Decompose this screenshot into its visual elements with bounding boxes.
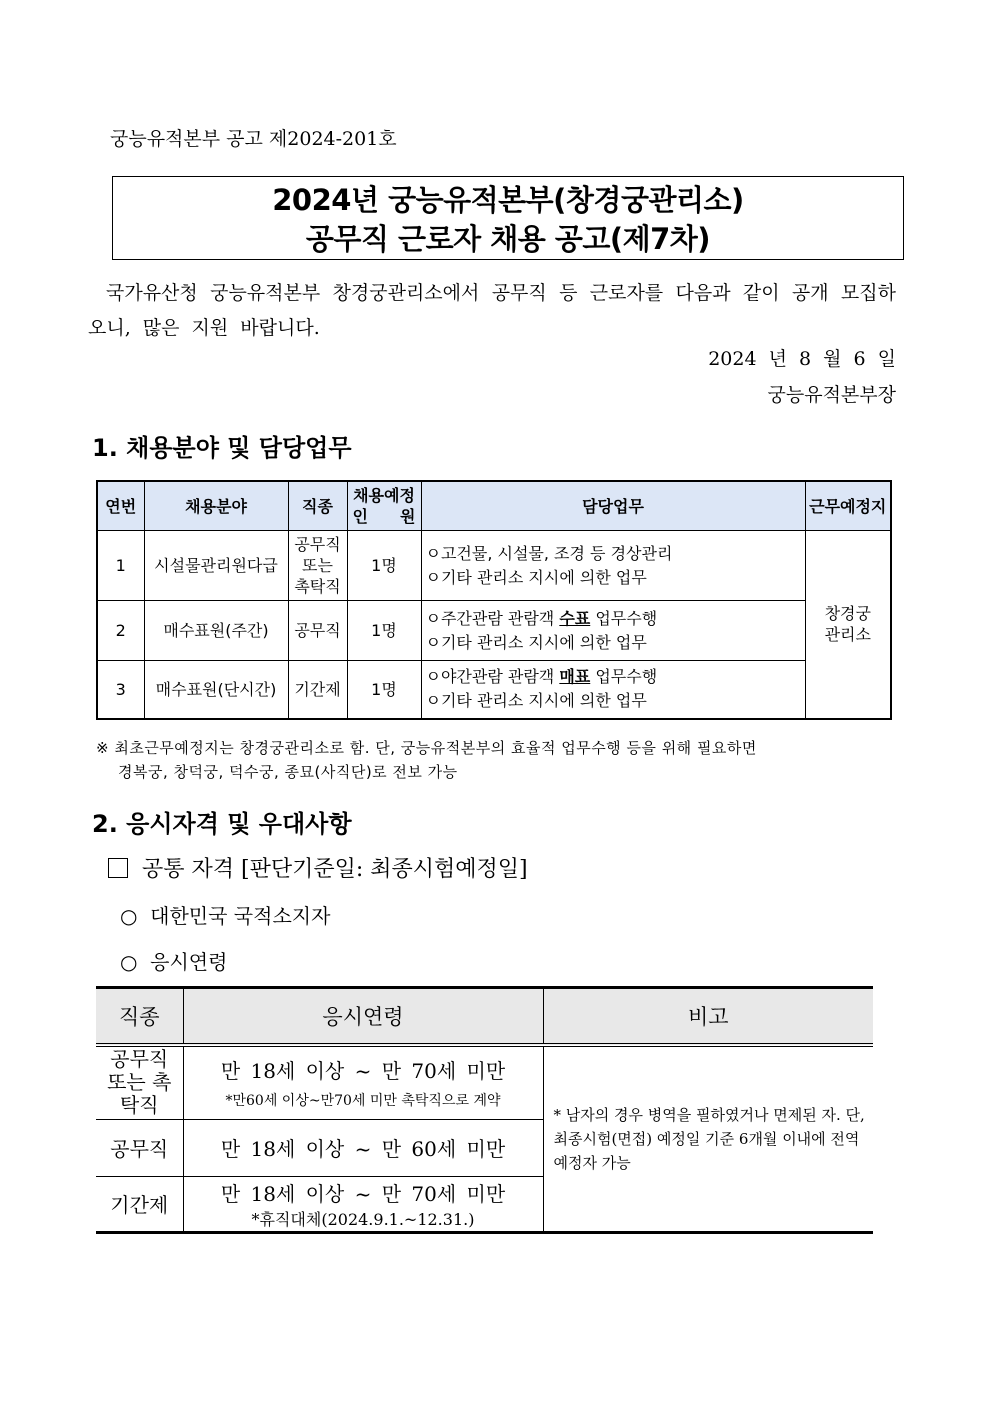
row-remark: * 남자의 경우 병역을 필하였거나 면제된 자. 단, 최종시험(면접) 예정일 기준 6개월 이내에 전역 예정자 가능 bbox=[543, 1045, 873, 1232]
age-table bbox=[96, 986, 873, 1234]
header-type: 직종 bbox=[96, 988, 183, 1046]
row-duty bbox=[421, 601, 805, 661]
section-2-heading: 2. 응시자격 및 우대사항 bbox=[92, 810, 352, 838]
notice-number: 궁능유적본부 공고 제2024-201호 bbox=[110, 128, 397, 150]
duty-text: ㅇ주간관람 관람객 bbox=[425, 608, 560, 628]
header-location: 근무예정지 bbox=[805, 481, 891, 531]
note-line: 경복궁, 창덕궁, 덕수궁, 종묘(사직단)로 전보 가능 bbox=[118, 763, 458, 781]
duty-line: ㅇ고건물, 시설물, 조경 등 경상관리 bbox=[425, 543, 673, 563]
header-field: 채용분야 bbox=[144, 481, 288, 531]
row-age bbox=[183, 1176, 543, 1232]
common-qualification bbox=[108, 852, 528, 883]
table-row bbox=[96, 1045, 873, 1119]
row-field: 매수표원(단시간) bbox=[144, 661, 288, 719]
row-type: 공무직 bbox=[288, 601, 347, 661]
duty-line bbox=[426, 665, 803, 689]
qualification-item: ○ 응시연령 bbox=[120, 950, 228, 974]
row-age bbox=[183, 1045, 543, 1119]
age-range: 만 18세 이상 ~ 만 70세 미만 bbox=[220, 1181, 506, 1206]
duty-text: 업무수행 bbox=[590, 667, 658, 687]
row-count: 1명 bbox=[347, 601, 421, 661]
row-type: 공무직 또는 촉탁직 bbox=[288, 531, 347, 601]
row-duty bbox=[421, 531, 805, 601]
header-no: 연번 bbox=[97, 481, 144, 531]
duty-text: 업무수행 bbox=[590, 608, 658, 628]
age-range: 만 18세 이상 ~ 만 70세 미만 bbox=[220, 1059, 506, 1084]
row-age bbox=[183, 1119, 543, 1176]
row-no: 3 bbox=[97, 661, 144, 719]
title-line-1: 2024년 궁능유적본부(창경궁관리소) bbox=[272, 183, 744, 217]
qualification-item: ○ 대한민국 국적소지자 bbox=[120, 904, 331, 928]
row-type: 공무직 또는 촉탁직 bbox=[96, 1045, 183, 1119]
duty-emphasis: 수표 bbox=[559, 608, 591, 628]
note-line: ※ 최초근무예정지는 창경궁관리소로 함. 단, 궁능유적본부의 효율적 업무수행 등을 위해 필요하면 bbox=[96, 739, 757, 757]
row-type: 공무직 bbox=[96, 1119, 183, 1176]
header-duty: 담당업무 bbox=[421, 481, 805, 531]
header-count bbox=[347, 481, 421, 531]
duty-line: ㅇ기타 관리소 지시에 의한 업무 bbox=[425, 567, 647, 587]
table-row bbox=[97, 661, 891, 719]
location-note bbox=[96, 736, 896, 784]
signer: 궁능유적본부장 bbox=[767, 384, 896, 406]
row-duty bbox=[421, 661, 805, 719]
age-range: 만 18세 이상 ~ 만 60세 미만 bbox=[220, 1137, 506, 1161]
title-line-2: 공무직 근로자 채용 공고(제7차) bbox=[305, 222, 711, 256]
row-field: 매수표원(주간) bbox=[144, 601, 288, 661]
header-type: 직종 bbox=[288, 481, 347, 531]
common-qualification-label: 공통 자격 [판단기준일: 최종시험예정일] bbox=[142, 857, 528, 882]
duty-line bbox=[426, 607, 803, 631]
header-remark: 비고 bbox=[543, 988, 873, 1046]
duty-emphasis: 매표 bbox=[559, 667, 591, 687]
row-count: 1명 bbox=[347, 531, 421, 601]
row-type: 기간제 bbox=[96, 1176, 183, 1232]
notice-date: 2024 년 8 월 6 일 bbox=[708, 348, 896, 370]
row-count: 1명 bbox=[347, 661, 421, 719]
row-no: 2 bbox=[97, 601, 144, 661]
duty-line: ㅇ기타 관리소 지시에 의한 업무 bbox=[425, 691, 647, 711]
header-age: 응시연령 bbox=[183, 988, 543, 1046]
duty-line: ㅇ기타 관리소 지시에 의한 업무 bbox=[425, 632, 647, 652]
checkbox-square-icon bbox=[108, 858, 128, 878]
header-count-line2: 인 원 bbox=[352, 507, 416, 526]
section-1-heading: 1. 채용분야 및 담당업무 bbox=[92, 434, 352, 462]
row-type: 기간제 bbox=[288, 661, 347, 719]
intro-paragraph: 국가유산청 궁능유적본부 창경궁관리소에서 공무직 등 근로자를 다음과 같이 공개 모집하오니, 많은 지원 바랍니다. bbox=[88, 282, 896, 339]
header-count-line1: 채용예정 bbox=[353, 486, 415, 505]
table-row bbox=[97, 531, 891, 601]
table-header-row bbox=[97, 481, 891, 531]
table-header-row bbox=[96, 988, 873, 1046]
row-no: 1 bbox=[97, 531, 144, 601]
row-field: 시설물관리원다급 bbox=[144, 531, 288, 601]
recruitment-table bbox=[96, 480, 892, 720]
row-location: 창경궁 관리소 bbox=[805, 531, 891, 719]
age-note: *만60세 이상~만70세 미만 촉탁직으로 계약 bbox=[225, 1093, 501, 1110]
page-title bbox=[112, 176, 904, 260]
age-note: *휴직대체(2024.9.1.~12.31.) bbox=[251, 1209, 475, 1229]
duty-text: ㅇ야간관람 관람객 bbox=[425, 667, 560, 687]
table-row bbox=[97, 601, 891, 661]
